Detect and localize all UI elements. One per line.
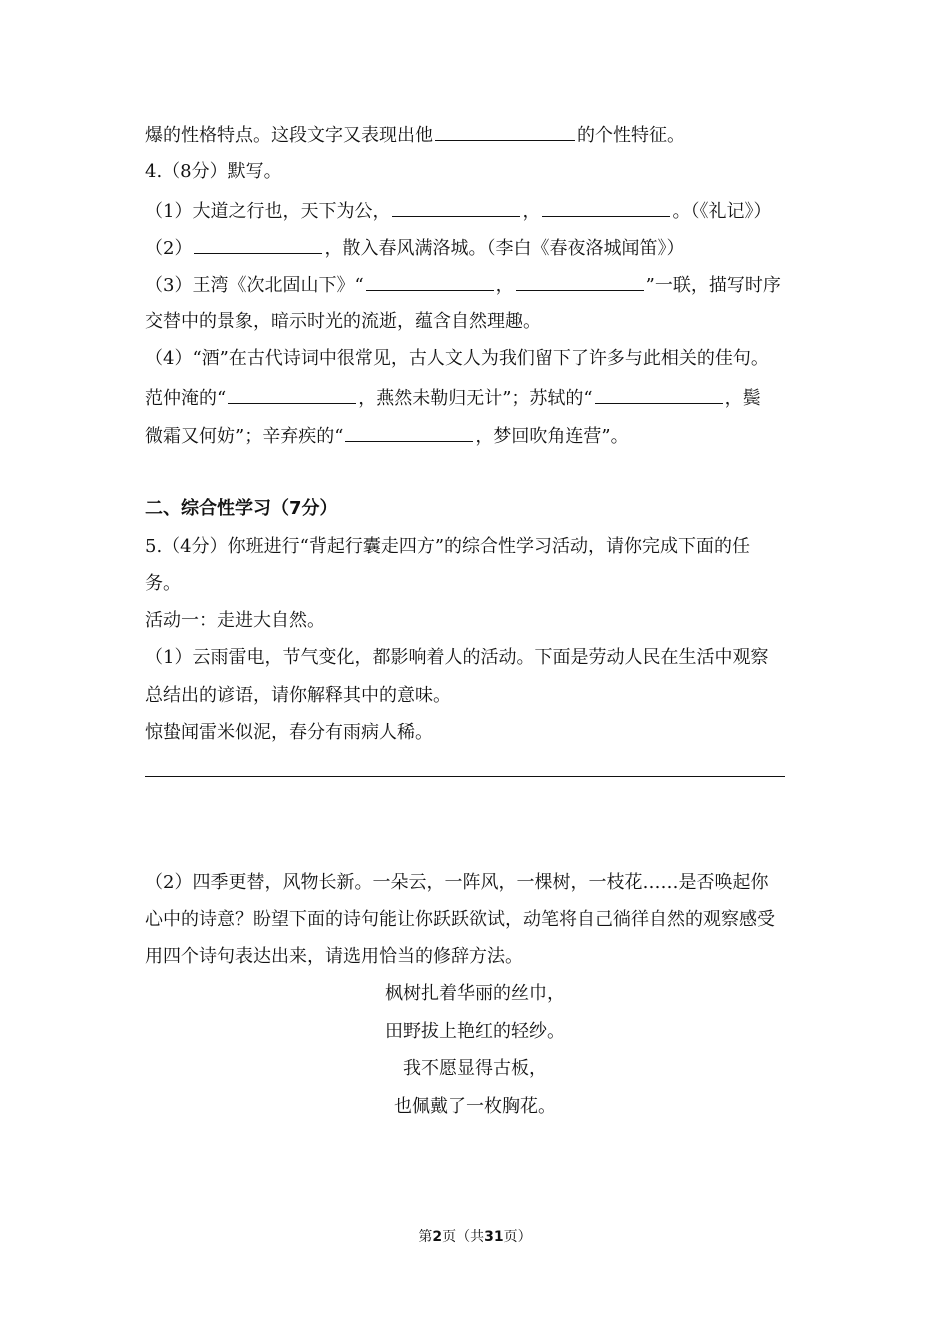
text: 的个性特征。 (577, 125, 685, 146)
text: 范仲淹的“ (145, 388, 227, 409)
text: ， (522, 201, 541, 222)
q4-item-4-line2 (145, 385, 761, 411)
q5-part2-line3: 用四个诗句表达出来，请选用恰当的修辞方法。 (145, 946, 523, 967)
q4-item-3 (145, 272, 781, 298)
text: 页） (503, 1229, 532, 1245)
answer-blank[interactable] (435, 122, 575, 141)
poem-line: 也佩戴了一枚胸花。 (394, 1096, 556, 1117)
q5-part2-line1: （2）四季更替，风物长新。一朵云，一阵风，一棵树，一枝花……是否唤起你 (145, 872, 769, 893)
text: 页（共 (442, 1229, 485, 1245)
q4-item-2 (145, 235, 684, 261)
poem-line: 田野拔上艳红的轻纱。 (385, 1021, 565, 1042)
q4-item-3-cont: 交替中的景象，暗示时光的流逝，蕴含自然理趣。 (145, 311, 541, 332)
answer-line[interactable] (145, 776, 785, 777)
poem-line: 枫树扎着华丽的丝巾， (385, 983, 565, 1004)
q4-item-4: （4）“酒”在古代诗词中很常见，古人文人为我们留下了许多与此相关的佳句。 (145, 348, 769, 369)
text: ，燕然未勒归无计”；苏轼的“ (358, 388, 593, 409)
section-heading: 二、综合性学习（7分） (145, 498, 338, 519)
q5-line1: 5.（4分）你班进行“背起行囊走四方”的综合性学习活动，请你完成下面的任 (145, 536, 751, 557)
text: ，散入春风满洛城。（李白《春夜洛城闻笛》） (324, 238, 685, 259)
page-total: 31 (484, 1229, 504, 1245)
answer-blank[interactable] (542, 198, 670, 217)
q4-item-1 (145, 198, 771, 224)
proverb: 惊蛰闻雷米似泥，春分有雨病人稀。 (145, 722, 433, 743)
text: （3）王湾《次北固山下》“ (145, 275, 364, 296)
q5-part2-line2: 心中的诗意？盼望下面的诗句能让你跃跃欲试，动笔将自己徜徉自然的观察感受 (145, 909, 775, 930)
answer-blank[interactable] (228, 385, 356, 404)
page-number: 2 (432, 1229, 443, 1245)
text: （1）大道之行也，天下为公， (145, 201, 391, 222)
text: （2） (145, 238, 193, 259)
text: ，梦回吹角连营”。 (475, 426, 629, 447)
text: ，鬓 (724, 388, 761, 409)
answer-blank[interactable] (392, 198, 520, 217)
activity-title: 活动一：走进大自然。 (145, 610, 325, 631)
q4-title: 4.（8分）默写。 (145, 161, 282, 182)
text: 。（《礼记》） (672, 201, 772, 222)
answer-blank[interactable] (516, 272, 644, 291)
text: 微霜又何妨”；辛弃疾的“ (145, 426, 344, 447)
text: 爆的性格特点。这段文字又表现出他 (145, 125, 433, 146)
text: ， (495, 275, 514, 296)
q3-tail-line (145, 122, 685, 148)
q4-item-4-line3 (145, 423, 629, 449)
answer-blank[interactable] (194, 235, 322, 254)
answer-blank[interactable] (366, 272, 494, 291)
page-footer (0, 1227, 950, 1247)
q5-part1-line2: 总结出的谚语，请你解释其中的意味。 (145, 685, 451, 706)
answer-blank[interactable] (345, 423, 473, 442)
poem-line: 我不愿显得古板， (403, 1058, 547, 1079)
text: 第 (418, 1229, 433, 1245)
answer-blank[interactable] (595, 385, 723, 404)
q5-part1-line1: （1）云雨雷电，节气变化，都影响着人的活动。下面是劳动人民在生活中观察 (145, 647, 769, 668)
text: ”一联，描写时序 (645, 275, 781, 296)
q5-line2: 务。 (145, 573, 181, 594)
